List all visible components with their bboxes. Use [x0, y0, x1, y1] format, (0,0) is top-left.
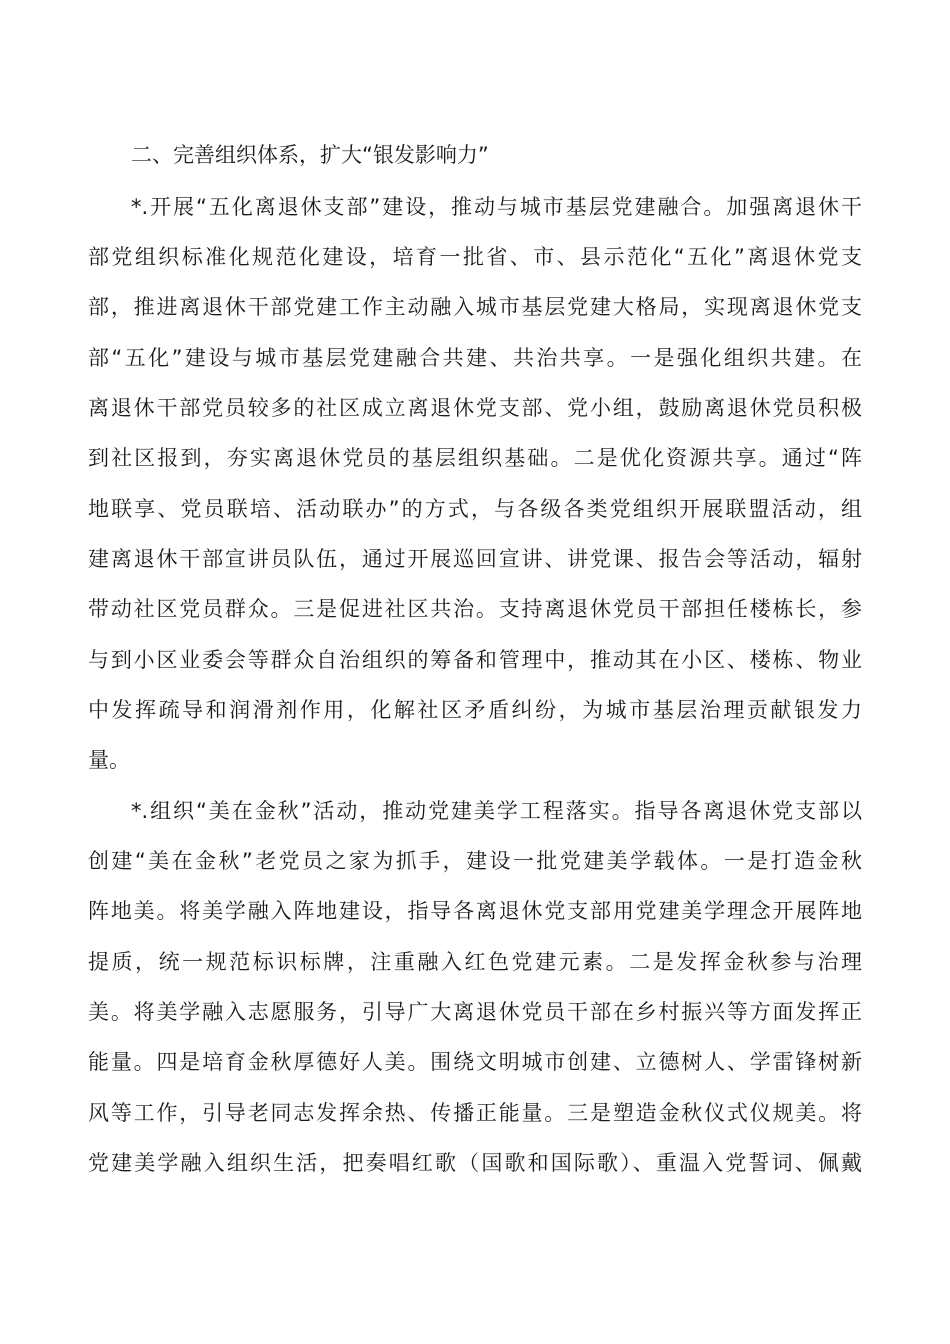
paragraph-1-line-7: 地联享、党员联培、活动联办”的方式，与各级各类党组织开展联盟活动，组 [88, 497, 862, 521]
paragraph-1-line-2: 部党组织标准化规范化建设，培育一批省、市、县示范化“五化”离退休党支 [88, 245, 862, 269]
paragraph-1-line-1: *.开展“五化离退休支部”建设，推动与城市基层党建融合。加强离退休干 [131, 195, 862, 219]
paragraph-1-line-3: 部，推进离退休干部党建工作主动融入城市基层党建大格局，实现离退休党支 [88, 295, 862, 319]
paragraph-1-line-11: 中发挥疏导和润滑剂作用，化解社区矛盾纠纷，为城市基层治理贡献银发力 [88, 698, 862, 722]
paragraph-2-line-5: 美。将美学融入志愿服务，引导广大离退休党员干部在乡村振兴等方面发挥正 [88, 1000, 862, 1024]
paragraph-1-line-8: 建离退休干部宣讲员队伍，通过开展巡回宣讲、讲党课、报告会等活动，辐射 [88, 547, 862, 571]
section-heading: 二、完善组织体系，扩大“银发影响力” [131, 143, 489, 167]
paragraph-1-line-9: 带动社区党员群众。三是促进社区共治。支持离退休党员干部担任楼栋长，参 [88, 597, 862, 621]
paragraph-1-line-5: 离退休干部党员较多的社区成立离退休党支部、党小组，鼓励离退休党员积极 [88, 396, 862, 420]
paragraph-2-line-7: 风等工作，引导老同志发挥余热、传播正能量。三是塑造金秋仪式仪规美。将 [88, 1101, 862, 1125]
paragraph-1-line-4: 部“五化”建设与城市基层党建融合共建、共治共享。一是强化组织共建。在 [88, 346, 862, 370]
paragraph-2-line-2: 创建“美在金秋”老党员之家为抓手，建设一批党建美学载体。一是打造金秋 [88, 849, 862, 873]
paragraph-2-line-1: *.组织“美在金秋”活动，推动党建美学工程落实。指导各离退休党支部以 [131, 799, 862, 823]
paragraph-2-line-6: 能量。四是培育金秋厚德好人美。围绕文明城市创建、立德树人、学雷锋树新 [88, 1050, 862, 1074]
paragraph-2-line-3: 阵地美。将美学融入阵地建设，指导各离退休党支部用党建美学理念开展阵地 [88, 899, 862, 923]
paragraph-1-line-10: 与到小区业委会等群众自治组织的筹备和管理中，推动其在小区、楼栋、物业 [88, 648, 862, 672]
paragraph-2-line-8: 党建美学融入组织生活，把奏唱红歌（国歌和国际歌）、重温入党誓词、佩戴 [88, 1151, 862, 1175]
paragraph-1-line-12: 量。 [88, 748, 130, 772]
paragraph-2-line-4: 提质，统一规范标识标牌，注重融入红色党建元素。二是发挥金秋参与治理 [88, 950, 862, 974]
paragraph-1-line-6: 到社区报到，夯实离退休党员的基层组织基础。二是优化资源共享。通过“阵 [88, 446, 862, 470]
